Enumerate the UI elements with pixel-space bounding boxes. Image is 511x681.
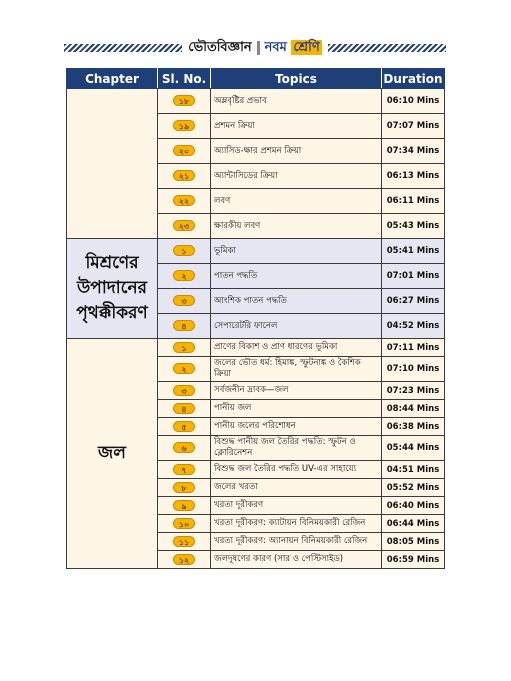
topic-cell: সেপারেটরি ফানেল [211, 314, 382, 339]
table-header-row [67, 69, 445, 89]
duration-cell: 05:41 Mins [382, 239, 445, 264]
duration-cell: 05:52 Mins [382, 479, 445, 497]
serial-badge: ১২ [173, 554, 195, 565]
duration-cell: 07:10 Mins [382, 357, 445, 382]
chapter-group [67, 339, 445, 569]
serial-badge: ৩ [173, 295, 195, 306]
header-left-stripes [64, 44, 182, 52]
topic-cell: বিশুদ্ধ পানীয় জল তৈরির পদ্ধতি: স্ফুটন ও ক্লোরিনেশন [211, 436, 382, 461]
duration-cell: 06:38 Mins [382, 418, 445, 436]
duration-cell: 05:43 Mins [382, 214, 445, 239]
serial-badge: ৪ [173, 320, 195, 331]
duration-cell: 07:01 Mins [382, 264, 445, 289]
table-row [67, 339, 445, 357]
subject-title: ভৌতবিজ্ঞান [188, 39, 252, 55]
topic-cell: পানীয় জলের পরিশোধন [211, 418, 382, 436]
duration-cell: 04:51 Mins [382, 461, 445, 479]
duration-cell: 08:05 Mins [382, 533, 445, 551]
serial-badge: ৪ [173, 403, 195, 414]
chapter-group [67, 89, 445, 239]
table-row [67, 239, 445, 264]
serial-badge: ১১ [173, 536, 195, 547]
serial-badge: ৮ [173, 482, 195, 493]
header-right-stripes [328, 44, 446, 52]
serial-badge: ২ [173, 270, 195, 281]
topic-cell: খরতা দূরীকরণ [211, 497, 382, 515]
topic-cell: খরতা দূরীকরণ: ক্যাটায়ন বিনিময়কারী রেজিন [211, 515, 382, 533]
topic-cell: অ্যাসিড-ক্ষার প্রশমন ক্রিয়া [211, 139, 382, 164]
duration-cell: 06:59 Mins [382, 551, 445, 569]
serial-badge: ৩ [173, 385, 195, 396]
page-header [64, 41, 446, 55]
syllabus-table [66, 68, 445, 569]
topic-cell: প্রাণের বিকাশ ও প্রাণ ধারণের ভূমিকা [211, 339, 382, 357]
chapter-group [67, 239, 445, 339]
duration-cell: 07:11 Mins [382, 339, 445, 357]
topic-cell: ভূমিকা [211, 239, 382, 264]
duration-cell: 06:44 Mins [382, 515, 445, 533]
topic-cell: খরতা দূরীকরণ: অ্যানায়ন বিনিময়কারী রেজিন [211, 533, 382, 551]
serial-badge: ১০ [173, 518, 195, 529]
duration-cell: 05:44 Mins [382, 436, 445, 461]
header-divider [257, 41, 260, 55]
topic-cell: জলের খরতা [211, 479, 382, 497]
class-suffix: শ্রেণি [293, 39, 320, 55]
serial-badge: ১৮ [173, 95, 195, 106]
serial-badge: ১৯ [173, 120, 195, 131]
serial-badge: ২১ [173, 170, 195, 181]
serial-badge: ১ [173, 245, 195, 256]
serial-badge: ২২ [173, 195, 195, 206]
serial-badge: ২০ [173, 145, 195, 156]
serial-badge: ২ [173, 363, 195, 374]
duration-cell: 06:10 Mins [382, 89, 445, 114]
serial-badge: ১ [173, 342, 195, 353]
duration-cell: 04:52 Mins [382, 314, 445, 339]
chapter-cell [67, 89, 158, 239]
column-header-duration: Duration [382, 69, 445, 89]
serial-badge: ২৩ [173, 220, 195, 231]
topic-cell: সর্বজনীন দ্রাবক—জল [211, 382, 382, 400]
duration-cell: 08:44 Mins [382, 400, 445, 418]
duration-cell: 06:13 Mins [382, 164, 445, 189]
topic-cell: অ্যান্টাসিডের ক্রিয়া [211, 164, 382, 189]
duration-cell: 06:11 Mins [382, 189, 445, 214]
class-label [265, 38, 322, 59]
header-title [182, 38, 327, 59]
topic-cell: বিশুদ্ধ জল তৈরির পদ্ধতি UV-এর সাহায্যে [211, 461, 382, 479]
serial-badge: ৬ [173, 442, 195, 453]
duration-cell: 07:07 Mins [382, 114, 445, 139]
topic-cell: আংশিক পাতন পদ্ধতি [211, 289, 382, 314]
serial-badge: ৭ [173, 464, 195, 475]
serial-badge: ৫ [173, 421, 195, 432]
duration-cell: 06:27 Mins [382, 289, 445, 314]
column-header-topics: Topics [211, 69, 382, 89]
duration-cell: 07:23 Mins [382, 382, 445, 400]
topic-cell: অম্লবৃষ্টির প্রভাব [211, 89, 382, 114]
duration-cell: 06:40 Mins [382, 497, 445, 515]
topic-cell: ক্ষারকীয় লবণ [211, 214, 382, 239]
topic-cell: জলের ভৌত ধর্ম: হিমাঙ্ক, স্ফুটনাঙ্ক ও কৈশিক ক্রিয়া [211, 357, 382, 382]
topic-cell: জলদূষণের কারণ (সার ও পেস্টিসাইড) [211, 551, 382, 569]
topic-cell: প্রশমন ক্রিয়া [211, 114, 382, 139]
column-header-sl-no: Sl. No. [158, 69, 211, 89]
table-row [67, 89, 445, 114]
duration-cell: 07:34 Mins [382, 139, 445, 164]
class-prefix: নবম [264, 39, 287, 55]
serial-badge: ৯ [173, 500, 195, 511]
topic-cell: পাতন পদ্ধতি [211, 264, 382, 289]
chapter-cell: জল [67, 339, 158, 569]
topic-cell: পানীয় জল [211, 400, 382, 418]
column-header-chapter: Chapter [67, 69, 158, 89]
chapter-cell: মিশ্রণের উপাদানের পৃথক্কীকরণ [67, 239, 158, 339]
topic-cell: লবণ [211, 189, 382, 214]
